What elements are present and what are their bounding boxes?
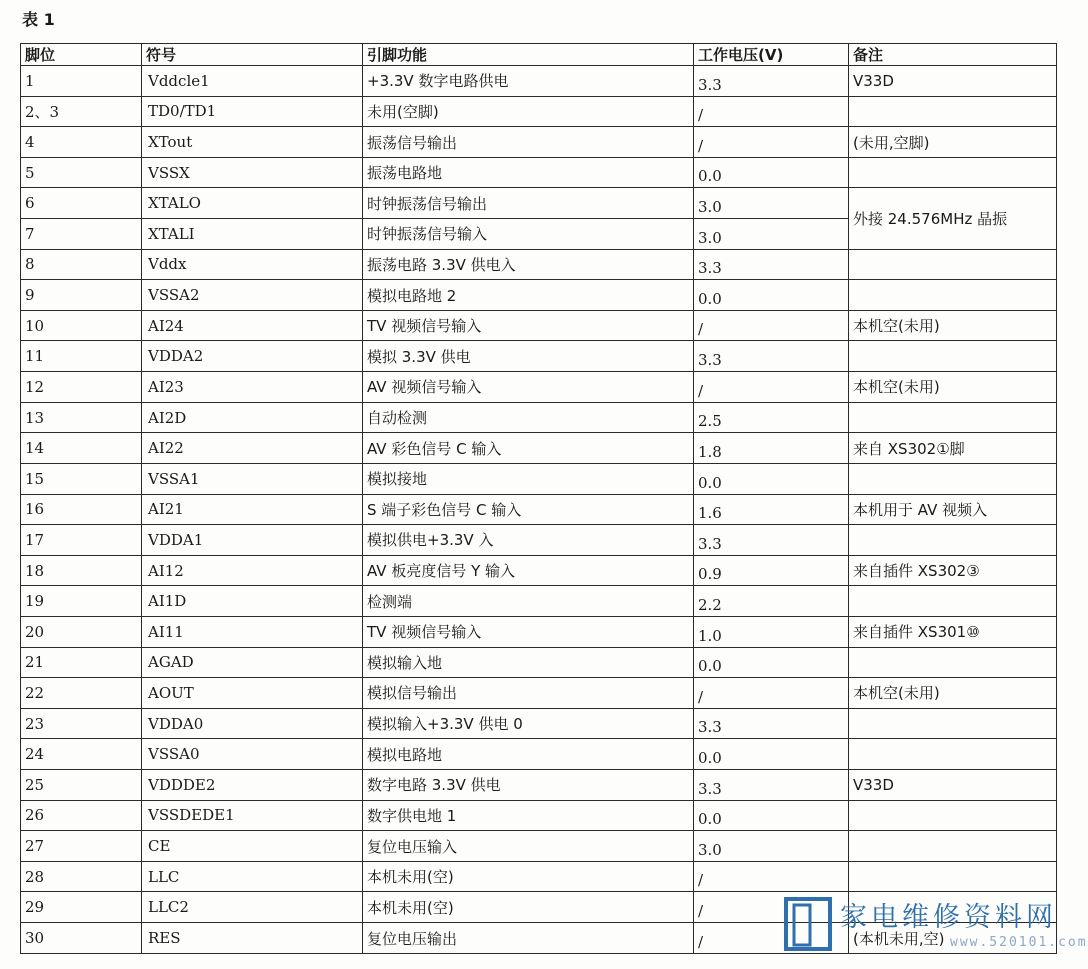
voltage-cell: 1.6	[694, 494, 849, 525]
pin-cell: 26	[21, 800, 142, 831]
table-row	[21, 188, 1057, 219]
pin-cell: 10	[21, 310, 142, 341]
voltage-cell: 3.3	[694, 249, 849, 280]
table-row	[21, 678, 1057, 709]
symbol-cell: VSSDEDE1	[142, 800, 363, 831]
note-cell	[849, 800, 1057, 831]
pin-cell: 6	[21, 188, 142, 219]
symbol-cell: CE	[142, 831, 363, 862]
pin-cell: 18	[21, 555, 142, 586]
table-row	[21, 310, 1057, 341]
voltage-cell: 0.0	[694, 647, 849, 678]
function-cell: AV 板亮度信号 Y 输入	[363, 555, 694, 586]
symbol-cell: VDDA0	[142, 708, 363, 739]
note-cell: 本机用于 AV 视频入	[849, 494, 1057, 525]
logo-text: 家电维修资料网	[840, 902, 1057, 933]
pin-cell: 11	[21, 341, 142, 372]
header-pin: 脚位	[21, 44, 142, 66]
table-row	[21, 555, 1057, 586]
symbol-cell: Vddx	[142, 249, 363, 280]
function-cell: 本机未用(空)	[363, 861, 694, 892]
voltage-cell: 3.3	[694, 708, 849, 739]
function-cell: 模拟接地	[363, 463, 694, 494]
voltage-cell: 0.0	[694, 280, 849, 311]
function-cell: 模拟输入+3.3V 供电 0	[363, 708, 694, 739]
voltage-cell: /	[694, 861, 849, 892]
note-cell	[849, 157, 1057, 188]
note-cell: 来自插件 XS302③	[849, 555, 1057, 586]
function-cell: 模拟电路地	[363, 739, 694, 770]
table-row	[21, 66, 1057, 97]
table-row	[21, 892, 1057, 923]
voltage-cell: 0.0	[694, 157, 849, 188]
voltage-cell: /	[694, 892, 849, 923]
symbol-cell: AI2D	[142, 402, 363, 433]
symbol-cell: AOUT	[142, 678, 363, 709]
note-cell: 本机空(未用)	[849, 678, 1057, 709]
table-row	[21, 800, 1057, 831]
table-caption: 表 1	[22, 10, 55, 29]
voltage-cell: 3.3	[694, 770, 849, 801]
table-row	[21, 770, 1057, 801]
voltage-cell: /	[694, 372, 849, 403]
voltage-cell: 1.0	[694, 616, 849, 647]
table-body	[21, 66, 1057, 954]
symbol-cell: RES	[142, 923, 363, 954]
table-row	[21, 127, 1057, 158]
symbol-cell: VDDDE2	[142, 770, 363, 801]
voltage-cell: 0.0	[694, 739, 849, 770]
pin-cell: 9	[21, 280, 142, 311]
symbol-cell: VSSA2	[142, 280, 363, 311]
voltage-cell: /	[694, 127, 849, 158]
pin-cell: 24	[21, 739, 142, 770]
table-row	[21, 402, 1057, 433]
note-cell	[849, 341, 1057, 372]
symbol-cell: AI12	[142, 555, 363, 586]
note-cell: 本机空(未用)	[849, 372, 1057, 403]
voltage-cell: 2.5	[694, 402, 849, 433]
table-header-row	[21, 44, 1057, 66]
function-cell: 振荡电路地	[363, 157, 694, 188]
table-row	[21, 341, 1057, 372]
header-voltage: 工作电压(V)	[694, 44, 849, 66]
table-row	[21, 433, 1057, 464]
note-cell: 本机空(未用)	[849, 310, 1057, 341]
function-cell: 时钟振荡信号输出	[363, 188, 694, 219]
note-cell	[849, 402, 1057, 433]
note-cell	[849, 525, 1057, 556]
table-row	[21, 157, 1057, 188]
symbol-cell: XTout	[142, 127, 363, 158]
voltage-cell: 3.3	[694, 66, 849, 97]
pin-cell: 4	[21, 127, 142, 158]
pin-cell: 28	[21, 861, 142, 892]
pin-cell: 29	[21, 892, 142, 923]
voltage-cell: 0.0	[694, 800, 849, 831]
function-cell: 模拟供电+3.3V 入	[363, 525, 694, 556]
pin-cell: 16	[21, 494, 142, 525]
header-function: 引脚功能	[363, 44, 694, 66]
pin-cell: 22	[21, 678, 142, 709]
note-cell: 来自 XS302①脚	[849, 433, 1057, 464]
table-row	[21, 463, 1057, 494]
function-cell: 复位电压输入	[363, 831, 694, 862]
function-cell: 自动检测	[363, 402, 694, 433]
note-cell	[849, 586, 1057, 617]
voltage-cell: 3.3	[694, 525, 849, 556]
pin-cell: 8	[21, 249, 142, 280]
function-cell: 未用(空脚)	[363, 96, 694, 127]
pin-cell: 7	[21, 219, 142, 250]
symbol-cell: VSSA0	[142, 739, 363, 770]
table-row	[21, 708, 1057, 739]
note-cell	[849, 739, 1057, 770]
function-cell: 振荡信号输出	[363, 127, 694, 158]
symbol-cell: VDDA2	[142, 341, 363, 372]
symbol-cell: AI21	[142, 494, 363, 525]
function-cell: 模拟电路地 2	[363, 280, 694, 311]
table-row	[21, 586, 1057, 617]
function-cell: TV 视频信号输入	[363, 616, 694, 647]
note-cell	[849, 463, 1057, 494]
pin-cell: 15	[21, 463, 142, 494]
function-cell: 数字供电地 1	[363, 800, 694, 831]
function-cell: 检测端	[363, 586, 694, 617]
function-cell: TV 视频信号输入	[363, 310, 694, 341]
symbol-cell: VDDA1	[142, 525, 363, 556]
voltage-cell: 3.3	[694, 341, 849, 372]
pin-cell: 12	[21, 372, 142, 403]
voltage-cell: /	[694, 96, 849, 127]
voltage-cell: /	[694, 678, 849, 709]
function-cell: +3.3V 数字电路供电	[363, 66, 694, 97]
symbol-cell: TD0/TD1	[142, 96, 363, 127]
pin-cell: 25	[21, 770, 142, 801]
voltage-cell: 0.9	[694, 555, 849, 586]
table-row	[21, 923, 1057, 954]
symbol-cell: Vddcle1	[142, 66, 363, 97]
pin-cell: 27	[21, 831, 142, 862]
header-note: 备注	[849, 44, 1057, 66]
table-row	[21, 831, 1057, 862]
note-cell	[849, 647, 1057, 678]
table-row	[21, 280, 1057, 311]
symbol-cell: AI24	[142, 310, 363, 341]
pin-cell: 1	[21, 66, 142, 97]
pin-cell: 19	[21, 586, 142, 617]
note-cell	[849, 280, 1057, 311]
note-cell	[849, 708, 1057, 739]
function-cell: AV 彩色信号 C 输入	[363, 433, 694, 464]
note-cell	[849, 861, 1057, 892]
function-cell: 模拟输入地	[363, 647, 694, 678]
logo-url: www.520101.com	[950, 935, 1088, 950]
note-cell	[849, 831, 1057, 862]
symbol-cell: XTALO	[142, 188, 363, 219]
table-row	[21, 739, 1057, 770]
note-cell: (本机未用,空)	[849, 923, 1057, 954]
symbol-cell: AI23	[142, 372, 363, 403]
pin-cell: 17	[21, 525, 142, 556]
note-cell	[849, 96, 1057, 127]
symbol-cell: XTALI	[142, 219, 363, 250]
symbol-cell: AI11	[142, 616, 363, 647]
table-row	[21, 647, 1057, 678]
note-cell: (未用,空脚)	[849, 127, 1057, 158]
function-cell: 模拟信号输出	[363, 678, 694, 709]
voltage-cell: 3.0	[694, 219, 849, 250]
function-cell: 本机未用(空)	[363, 892, 694, 923]
pin-cell: 21	[21, 647, 142, 678]
voltage-cell: /	[694, 310, 849, 341]
voltage-cell: /	[694, 923, 849, 954]
table-row	[21, 249, 1057, 280]
function-cell: 时钟振荡信号输入	[363, 219, 694, 250]
symbol-cell: VSSA1	[142, 463, 363, 494]
pin-cell: 2、3	[21, 96, 142, 127]
note-cell	[849, 249, 1057, 280]
function-cell: 数字电路 3.3V 供电	[363, 770, 694, 801]
symbol-cell: AI1D	[142, 586, 363, 617]
note-cell: 外接 24.576MHz 晶振	[849, 188, 1057, 249]
symbol-cell: VSSX	[142, 157, 363, 188]
voltage-cell: 1.8	[694, 433, 849, 464]
pin-cell: 30	[21, 923, 142, 954]
function-cell: 模拟 3.3V 供电	[363, 341, 694, 372]
pin-cell: 20	[21, 616, 142, 647]
table-row	[21, 372, 1057, 403]
function-cell: 振荡电路 3.3V 供电入	[363, 249, 694, 280]
symbol-cell: AGAD	[142, 647, 363, 678]
note-cell: 来自插件 XS301⑩	[849, 616, 1057, 647]
pin-cell: 23	[21, 708, 142, 739]
voltage-cell: 3.0	[694, 831, 849, 862]
voltage-cell: 3.0	[694, 188, 849, 219]
table-row	[21, 525, 1057, 556]
table-row	[21, 96, 1057, 127]
note-cell	[849, 892, 1057, 923]
note-cell: V33D	[849, 66, 1057, 97]
table-row	[21, 494, 1057, 525]
pin-cell: 13	[21, 402, 142, 433]
voltage-cell: 0.0	[694, 463, 849, 494]
function-cell: AV 视频信号输入	[363, 372, 694, 403]
pin-table	[20, 43, 1057, 954]
pin-cell: 14	[21, 433, 142, 464]
table-row	[21, 861, 1057, 892]
table-row	[21, 616, 1057, 647]
function-cell: S 端子彩色信号 C 输入	[363, 494, 694, 525]
note-cell: V33D	[849, 770, 1057, 801]
symbol-cell: AI22	[142, 433, 363, 464]
function-cell: 复位电压输出	[363, 923, 694, 954]
symbol-cell: LLC2	[142, 892, 363, 923]
header-symbol: 符号	[142, 44, 363, 66]
voltage-cell: 2.2	[694, 586, 849, 617]
symbol-cell: LLC	[142, 861, 363, 892]
pin-cell: 5	[21, 157, 142, 188]
